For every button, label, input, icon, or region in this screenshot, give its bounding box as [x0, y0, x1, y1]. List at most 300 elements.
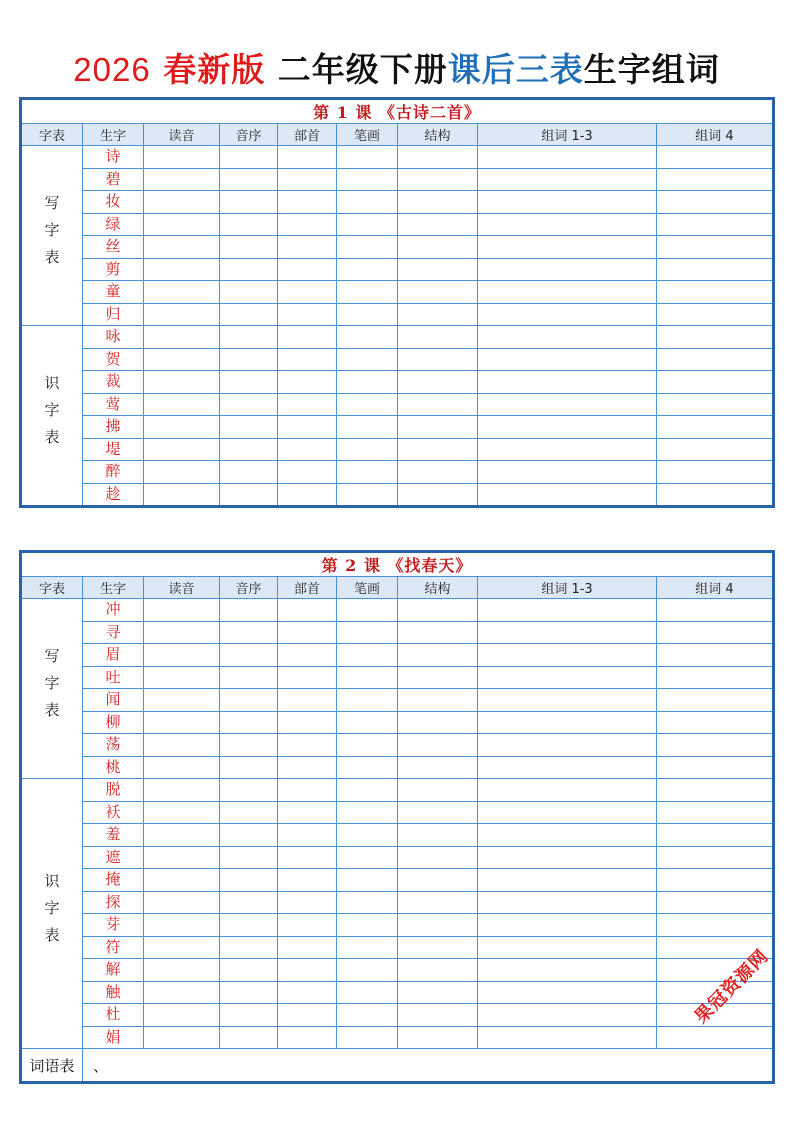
- answer-cell[interactable]: [144, 146, 220, 169]
- answer-cell[interactable]: [220, 756, 278, 779]
- answer-cell[interactable]: [398, 258, 478, 281]
- answer-cell[interactable]: [657, 734, 774, 757]
- answer-cell[interactable]: [278, 1004, 337, 1027]
- answer-cell[interactable]: [478, 779, 657, 802]
- answer-cell[interactable]: [478, 869, 657, 892]
- table-row: [21, 191, 774, 214]
- answer-cell[interactable]: [337, 281, 398, 304]
- answer-cell[interactable]: [220, 416, 278, 439]
- answer-cell[interactable]: [220, 461, 278, 484]
- answer-cell[interactable]: [220, 1004, 278, 1027]
- table-row: [21, 326, 774, 349]
- answer-cell[interactable]: [144, 869, 220, 892]
- answer-cell[interactable]: [478, 258, 657, 281]
- answer-cell[interactable]: [478, 621, 657, 644]
- answer-cell[interactable]: [478, 326, 657, 349]
- answer-cell[interactable]: [657, 801, 774, 824]
- answer-cell[interactable]: [657, 348, 774, 371]
- answer-cell[interactable]: [398, 846, 478, 869]
- answer-cell[interactable]: [657, 599, 774, 622]
- table-row: [21, 393, 774, 416]
- answer-cell[interactable]: [220, 326, 278, 349]
- answer-cell[interactable]: [144, 461, 220, 484]
- answer-cell[interactable]: [337, 621, 398, 644]
- answer-cell[interactable]: [478, 1004, 657, 1027]
- answer-cell[interactable]: [657, 461, 774, 484]
- write-table-label: 写字表: [21, 599, 83, 779]
- answer-cell[interactable]: [278, 416, 337, 439]
- answer-cell[interactable]: [398, 824, 478, 847]
- answer-cell[interactable]: [398, 461, 478, 484]
- table-row: [21, 801, 774, 824]
- answer-cell[interactable]: [144, 258, 220, 281]
- answer-cell[interactable]: [144, 734, 220, 757]
- answer-cell[interactable]: [144, 981, 220, 1004]
- answer-cell[interactable]: [657, 393, 774, 416]
- answer-cell[interactable]: [657, 689, 774, 712]
- table-row: [21, 824, 774, 847]
- answer-cell[interactable]: [657, 191, 774, 214]
- answer-cell[interactable]: [337, 1026, 398, 1049]
- answer-cell[interactable]: [144, 891, 220, 914]
- answer-cell[interactable]: [278, 824, 337, 847]
- answer-cell[interactable]: [337, 461, 398, 484]
- answer-cell[interactable]: [337, 599, 398, 622]
- answer-cell[interactable]: [220, 393, 278, 416]
- answer-cell[interactable]: [398, 348, 478, 371]
- answer-cell[interactable]: [337, 689, 398, 712]
- answer-cell[interactable]: [398, 689, 478, 712]
- answer-cell[interactable]: [278, 801, 337, 824]
- answer-cell[interactable]: [657, 846, 774, 869]
- title-year: 2026: [73, 51, 151, 88]
- answer-cell[interactable]: [657, 326, 774, 349]
- answer-cell[interactable]: [220, 914, 278, 937]
- answer-cell[interactable]: [657, 1026, 774, 1049]
- answer-cell[interactable]: [398, 191, 478, 214]
- answer-cell[interactable]: [220, 1026, 278, 1049]
- answer-cell[interactable]: [278, 191, 337, 214]
- answer-cell[interactable]: [398, 1026, 478, 1049]
- answer-cell[interactable]: [144, 326, 220, 349]
- answer-cell[interactable]: [220, 303, 278, 326]
- character-cell: 芽: [83, 914, 144, 937]
- answer-cell[interactable]: [657, 416, 774, 439]
- answer-cell[interactable]: [144, 914, 220, 937]
- answer-cell[interactable]: [337, 483, 398, 507]
- answer-cell[interactable]: [657, 371, 774, 394]
- answer-cell[interactable]: [278, 666, 337, 689]
- character-cell: 触: [83, 981, 144, 1004]
- answer-cell[interactable]: [144, 936, 220, 959]
- answer-cell[interactable]: [220, 869, 278, 892]
- answer-cell[interactable]: [657, 711, 774, 734]
- answer-cell[interactable]: [337, 869, 398, 892]
- answer-cell[interactable]: [278, 348, 337, 371]
- answer-cell[interactable]: [278, 756, 337, 779]
- answer-cell[interactable]: [337, 891, 398, 914]
- answer-cell[interactable]: [144, 416, 220, 439]
- answer-cell[interactable]: [278, 936, 337, 959]
- answer-cell[interactable]: [657, 666, 774, 689]
- answer-cell[interactable]: [337, 258, 398, 281]
- answer-cell[interactable]: [220, 644, 278, 667]
- answer-cell[interactable]: [478, 914, 657, 937]
- answer-cell[interactable]: [144, 644, 220, 667]
- table-row: [21, 348, 774, 371]
- answer-cell[interactable]: [657, 236, 774, 259]
- answer-cell[interactable]: [337, 438, 398, 461]
- answer-cell[interactable]: [337, 393, 398, 416]
- answer-cell[interactable]: [478, 168, 657, 191]
- answer-cell[interactable]: [478, 146, 657, 169]
- answer-cell[interactable]: [478, 981, 657, 1004]
- answer-cell[interactable]: [220, 981, 278, 1004]
- answer-cell[interactable]: [398, 891, 478, 914]
- answer-cell[interactable]: [278, 326, 337, 349]
- table-row: [21, 846, 774, 869]
- answer-cell[interactable]: [144, 168, 220, 191]
- table-row: [21, 483, 774, 507]
- answer-cell[interactable]: [657, 644, 774, 667]
- answer-cell[interactable]: [337, 168, 398, 191]
- answer-cell[interactable]: [337, 326, 398, 349]
- answer-cell[interactable]: [478, 824, 657, 847]
- answer-cell[interactable]: [398, 599, 478, 622]
- answer-cell[interactable]: [398, 869, 478, 892]
- answer-cell[interactable]: [144, 801, 220, 824]
- answer-cell[interactable]: [478, 666, 657, 689]
- answer-cell[interactable]: [278, 1026, 337, 1049]
- answer-cell[interactable]: [398, 959, 478, 982]
- answer-cell[interactable]: [278, 981, 337, 1004]
- answer-cell[interactable]: [657, 303, 774, 326]
- answer-cell[interactable]: [398, 981, 478, 1004]
- answer-cell[interactable]: [278, 461, 337, 484]
- answer-cell[interactable]: [278, 438, 337, 461]
- answer-cell[interactable]: [278, 281, 337, 304]
- table-row: [21, 689, 774, 712]
- vocab-content[interactable]: 、: [83, 1049, 774, 1083]
- column-header-row: [21, 124, 774, 146]
- answer-cell[interactable]: [337, 824, 398, 847]
- character-cell: 碧: [83, 168, 144, 191]
- answer-cell[interactable]: [398, 756, 478, 779]
- answer-cell[interactable]: [220, 824, 278, 847]
- answer-cell[interactable]: [144, 348, 220, 371]
- answer-cell[interactable]: [144, 303, 220, 326]
- answer-cell[interactable]: [144, 1026, 220, 1049]
- answer-cell[interactable]: [398, 416, 478, 439]
- answer-cell[interactable]: [220, 146, 278, 169]
- column-header: 部首: [278, 577, 337, 599]
- column-header: 笔画: [337, 577, 398, 599]
- answer-cell[interactable]: [278, 213, 337, 236]
- answer-cell[interactable]: [657, 824, 774, 847]
- answer-cell[interactable]: [220, 438, 278, 461]
- answer-cell[interactable]: [478, 348, 657, 371]
- answer-cell[interactable]: [144, 236, 220, 259]
- answer-cell[interactable]: [278, 869, 337, 892]
- answer-cell[interactable]: [278, 236, 337, 259]
- answer-cell[interactable]: [657, 258, 774, 281]
- answer-cell[interactable]: [278, 959, 337, 982]
- answer-cell[interactable]: [220, 258, 278, 281]
- answer-cell[interactable]: [478, 846, 657, 869]
- answer-cell[interactable]: [278, 168, 337, 191]
- answer-cell[interactable]: [220, 959, 278, 982]
- answer-cell[interactable]: [337, 191, 398, 214]
- character-cell: 杜: [83, 1004, 144, 1027]
- answer-cell[interactable]: [398, 483, 478, 507]
- answer-cell[interactable]: [337, 371, 398, 394]
- answer-cell[interactable]: [398, 303, 478, 326]
- answer-cell[interactable]: [398, 801, 478, 824]
- answer-cell[interactable]: [657, 213, 774, 236]
- answer-cell[interactable]: [478, 1026, 657, 1049]
- answer-cell[interactable]: [278, 483, 337, 507]
- answer-cell[interactable]: [337, 1004, 398, 1027]
- answer-cell[interactable]: [144, 371, 220, 394]
- answer-cell[interactable]: [144, 779, 220, 802]
- table-row: [21, 438, 774, 461]
- table-row: [21, 891, 774, 914]
- answer-cell[interactable]: [478, 599, 657, 622]
- answer-cell[interactable]: [220, 891, 278, 914]
- answer-cell[interactable]: [220, 281, 278, 304]
- answer-cell[interactable]: [220, 936, 278, 959]
- answer-cell[interactable]: [478, 959, 657, 982]
- answer-cell[interactable]: [278, 621, 337, 644]
- answer-cell[interactable]: [337, 644, 398, 667]
- answer-cell[interactable]: [278, 689, 337, 712]
- answer-cell[interactable]: [657, 779, 774, 802]
- answer-cell[interactable]: [220, 191, 278, 214]
- answer-cell[interactable]: [278, 846, 337, 869]
- column-header: 字表: [21, 124, 83, 146]
- column-header: 组词 1-3: [478, 577, 657, 599]
- answer-cell[interactable]: [278, 146, 337, 169]
- answer-cell[interactable]: [657, 869, 774, 892]
- answer-cell[interactable]: [337, 236, 398, 259]
- character-cell: 羞: [83, 824, 144, 847]
- answer-cell[interactable]: [278, 914, 337, 937]
- table-row: [21, 914, 774, 937]
- answer-cell[interactable]: [337, 734, 398, 757]
- column-header: 组词 4: [657, 124, 774, 146]
- answer-cell[interactable]: [398, 213, 478, 236]
- answer-cell[interactable]: [220, 236, 278, 259]
- answer-cell[interactable]: [144, 711, 220, 734]
- answer-cell[interactable]: [220, 846, 278, 869]
- lesson-heading: 第 2 课 《找春天》: [21, 552, 774, 577]
- column-header: 组词 1-3: [478, 124, 657, 146]
- answer-cell[interactable]: [657, 483, 774, 507]
- table-row: [21, 756, 774, 779]
- answer-cell[interactable]: [144, 756, 220, 779]
- answer-cell[interactable]: [220, 621, 278, 644]
- character-cell: 妆: [83, 191, 144, 214]
- answer-cell[interactable]: [657, 621, 774, 644]
- answer-cell[interactable]: [278, 734, 337, 757]
- character-cell: 闻: [83, 689, 144, 712]
- answer-cell[interactable]: [398, 734, 478, 757]
- answer-cell[interactable]: [278, 371, 337, 394]
- answer-cell[interactable]: [398, 914, 478, 937]
- answer-cell[interactable]: [220, 779, 278, 802]
- answer-cell[interactable]: [220, 483, 278, 507]
- answer-cell[interactable]: [657, 168, 774, 191]
- answer-cell[interactable]: [478, 213, 657, 236]
- answer-cell[interactable]: [478, 191, 657, 214]
- lesson-heading-row: [21, 99, 774, 124]
- answer-cell[interactable]: [144, 689, 220, 712]
- answer-cell[interactable]: [144, 191, 220, 214]
- answer-cell[interactable]: [398, 711, 478, 734]
- answer-cell[interactable]: [220, 213, 278, 236]
- column-header: 部首: [278, 124, 337, 146]
- answer-cell[interactable]: [144, 438, 220, 461]
- answer-cell[interactable]: [220, 599, 278, 622]
- answer-cell[interactable]: [398, 1004, 478, 1027]
- answer-cell[interactable]: [657, 438, 774, 461]
- answer-cell[interactable]: [478, 236, 657, 259]
- answer-cell[interactable]: [144, 393, 220, 416]
- answer-cell[interactable]: [278, 891, 337, 914]
- answer-cell[interactable]: [220, 801, 278, 824]
- answer-cell[interactable]: [144, 483, 220, 507]
- character-cell: 符: [83, 936, 144, 959]
- answer-cell[interactable]: [657, 756, 774, 779]
- character-cell: 袄: [83, 801, 144, 824]
- answer-cell[interactable]: [398, 644, 478, 667]
- answer-cell[interactable]: [337, 756, 398, 779]
- answer-cell[interactable]: [337, 981, 398, 1004]
- column-header: 结构: [398, 577, 478, 599]
- answer-cell[interactable]: [144, 846, 220, 869]
- title-subject: 生字组词: [583, 50, 720, 89]
- answer-cell[interactable]: [398, 371, 478, 394]
- answer-cell[interactable]: [478, 461, 657, 484]
- vocab-label: 词语表: [21, 1049, 83, 1083]
- answer-cell[interactable]: [398, 666, 478, 689]
- answer-cell[interactable]: [278, 303, 337, 326]
- answer-cell[interactable]: [337, 666, 398, 689]
- answer-cell[interactable]: [144, 824, 220, 847]
- answer-cell[interactable]: [144, 599, 220, 622]
- answer-cell[interactable]: [478, 371, 657, 394]
- answer-cell[interactable]: [337, 779, 398, 802]
- answer-cell[interactable]: [278, 393, 337, 416]
- answer-cell[interactable]: [337, 213, 398, 236]
- character-cell: 归: [83, 303, 144, 326]
- answer-cell[interactable]: [478, 438, 657, 461]
- answer-cell[interactable]: [337, 348, 398, 371]
- column-header: 组词 4: [657, 577, 774, 599]
- answer-cell[interactable]: [278, 644, 337, 667]
- answer-cell[interactable]: [657, 281, 774, 304]
- answer-cell[interactable]: [337, 146, 398, 169]
- answer-cell[interactable]: [220, 711, 278, 734]
- answer-cell[interactable]: [478, 711, 657, 734]
- answer-cell[interactable]: [657, 914, 774, 937]
- answer-cell[interactable]: [337, 801, 398, 824]
- answer-cell[interactable]: [144, 621, 220, 644]
- answer-cell[interactable]: [337, 959, 398, 982]
- answer-cell[interactable]: [398, 326, 478, 349]
- table-row: [21, 959, 774, 982]
- answer-cell[interactable]: [398, 621, 478, 644]
- answer-cell[interactable]: [278, 599, 337, 622]
- title-grade: 二年级下册: [277, 50, 448, 89]
- answer-cell[interactable]: [398, 393, 478, 416]
- table-row: [21, 1026, 774, 1049]
- table-row: [21, 236, 774, 259]
- answer-cell[interactable]: [337, 914, 398, 937]
- answer-cell[interactable]: [144, 666, 220, 689]
- table-row: [21, 461, 774, 484]
- answer-cell[interactable]: [398, 236, 478, 259]
- answer-cell[interactable]: [337, 846, 398, 869]
- character-cell: 咏: [83, 326, 144, 349]
- column-header: 读音: [144, 577, 220, 599]
- answer-cell[interactable]: [478, 303, 657, 326]
- answer-cell[interactable]: [144, 281, 220, 304]
- answer-cell[interactable]: [398, 281, 478, 304]
- answer-cell[interactable]: [478, 644, 657, 667]
- character-cell: 拂: [83, 416, 144, 439]
- answer-cell[interactable]: [220, 734, 278, 757]
- answer-cell[interactable]: [220, 168, 278, 191]
- answer-cell[interactable]: [278, 779, 337, 802]
- answer-cell[interactable]: [220, 371, 278, 394]
- answer-cell[interactable]: [398, 438, 478, 461]
- answer-cell[interactable]: [398, 936, 478, 959]
- answer-cell[interactable]: [478, 936, 657, 959]
- answer-cell[interactable]: [657, 891, 774, 914]
- answer-cell[interactable]: [337, 936, 398, 959]
- answer-cell[interactable]: [478, 393, 657, 416]
- answer-cell[interactable]: [657, 146, 774, 169]
- answer-cell[interactable]: [478, 891, 657, 914]
- answer-cell[interactable]: [398, 146, 478, 169]
- column-header: 生字: [83, 124, 144, 146]
- answer-cell[interactable]: [144, 213, 220, 236]
- answer-cell[interactable]: [220, 348, 278, 371]
- answer-cell[interactable]: [398, 168, 478, 191]
- answer-cell[interactable]: [398, 779, 478, 802]
- answer-cell[interactable]: [478, 281, 657, 304]
- answer-cell[interactable]: [278, 258, 337, 281]
- answer-cell[interactable]: [278, 711, 337, 734]
- answer-cell[interactable]: [478, 801, 657, 824]
- table-row: [21, 779, 774, 802]
- answer-cell[interactable]: [478, 416, 657, 439]
- answer-cell[interactable]: [478, 689, 657, 712]
- answer-cell[interactable]: [220, 666, 278, 689]
- watermark: 果冠资源网: [690, 945, 773, 1028]
- answer-cell[interactable]: [144, 959, 220, 982]
- character-cell: 探: [83, 891, 144, 914]
- answer-cell[interactable]: [478, 483, 657, 507]
- answer-cell[interactable]: [337, 416, 398, 439]
- answer-cell[interactable]: [337, 711, 398, 734]
- answer-cell[interactable]: [220, 689, 278, 712]
- answer-cell[interactable]: [144, 1004, 220, 1027]
- answer-cell[interactable]: [337, 303, 398, 326]
- answer-cell[interactable]: [478, 756, 657, 779]
- answer-cell[interactable]: [478, 734, 657, 757]
